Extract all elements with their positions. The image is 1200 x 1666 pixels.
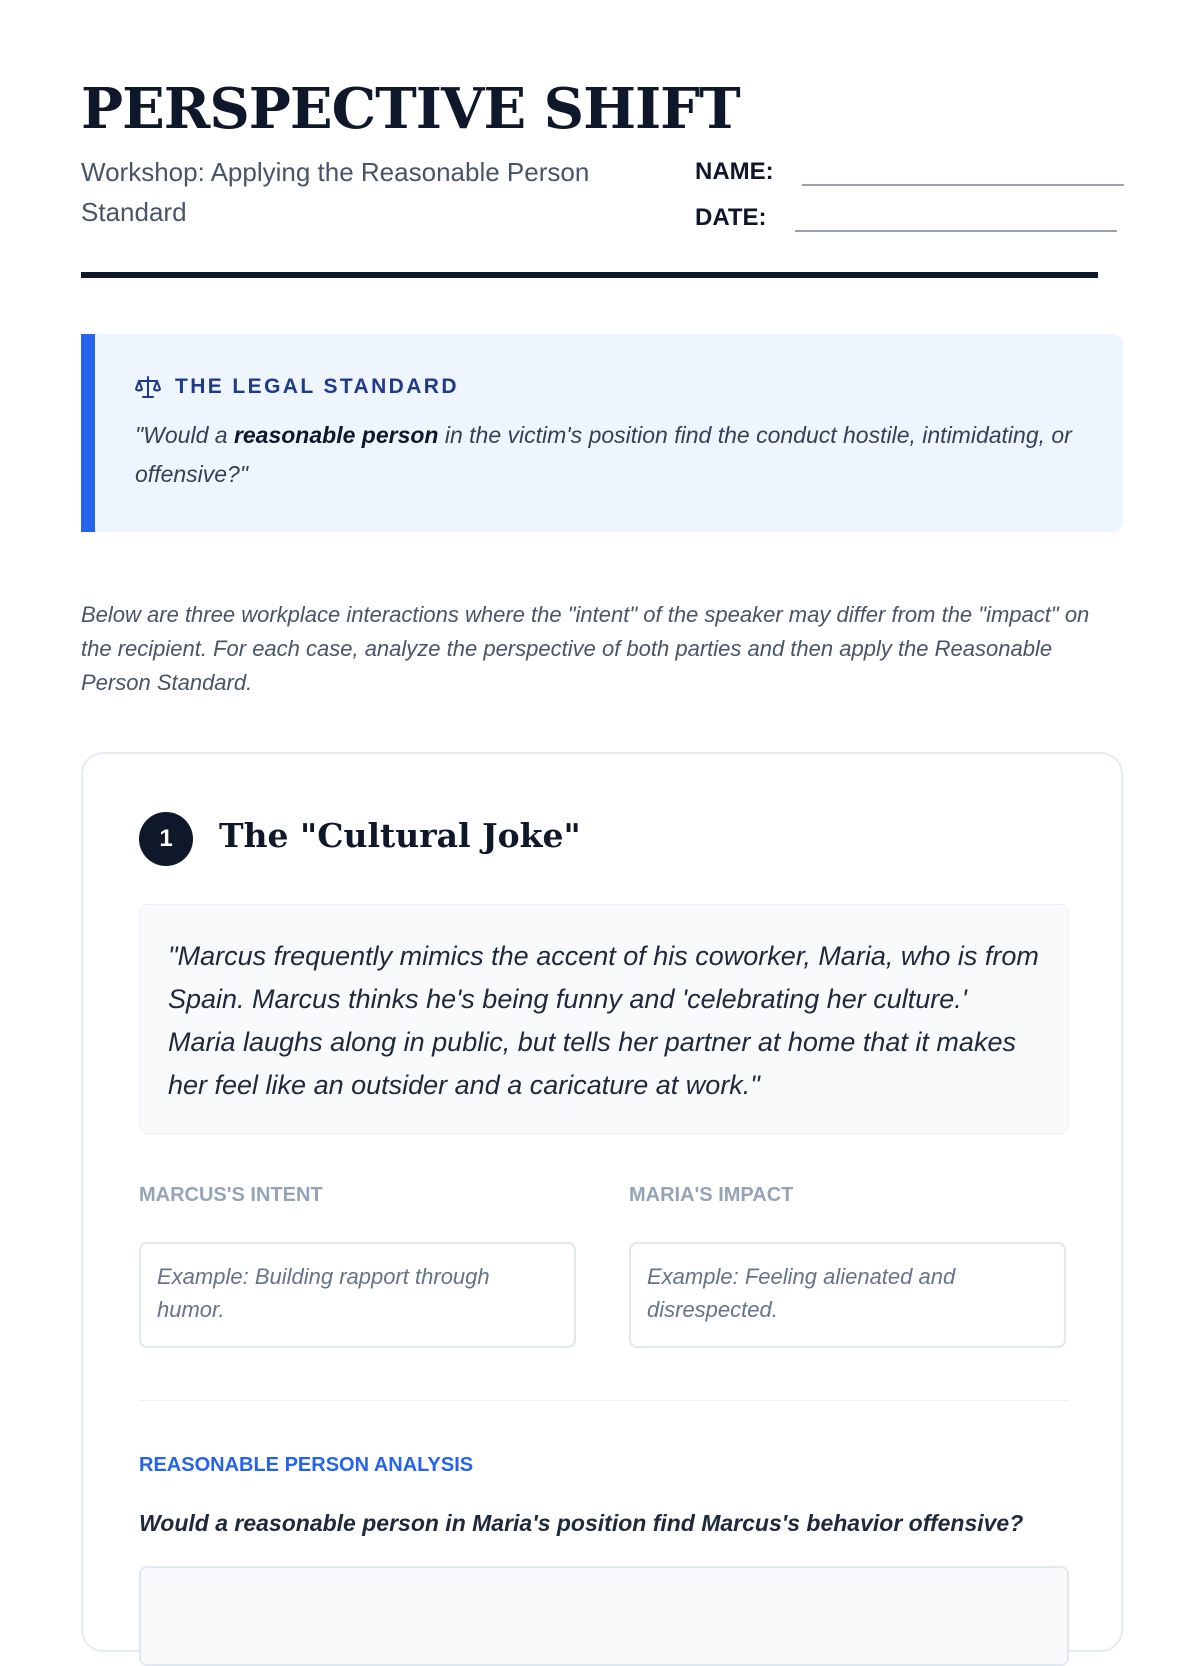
intent-label: MARCUS'S INTENT	[139, 1184, 323, 1206]
case-scenario: "Marcus frequently mimics the accent of his coworker, Maria, who is from Spain. Marcus thinks he's being funny and 'celebrating her culture.' Maria laughs along in public, but tells her partner at home that it makes her feel like an outsider and a caricature at work."	[139, 904, 1069, 1134]
name-field	[695, 156, 1124, 186]
intro-paragraph: Below are three workplace interactions where the "intent" of the speaker may differ from the "impact" on the recipient. For each case, analyze the perspective of both parties and then apply the Reasonable Person Standard.	[81, 602, 1090, 695]
intent-answer-field[interactable]: Example: Building rapport through humor.	[139, 1242, 576, 1348]
case-card	[81, 752, 1123, 1652]
callout-header	[135, 374, 1083, 400]
scale-icon	[135, 374, 161, 400]
case-number-badge: 1	[139, 812, 193, 866]
analysis-question: Would a reasonable person in Maria's position find Marcus's behavior offensive?	[139, 1510, 1024, 1536]
quote-start: "Would a	[135, 422, 234, 448]
callout-title: THE LEGAL STANDARD	[175, 375, 459, 398]
quote-emphasis: reasonable person	[233, 422, 439, 448]
date-input-line[interactable]	[795, 202, 1117, 232]
page-title: PERSPECTIVE SHIFT	[81, 76, 740, 142]
header-divider	[81, 272, 1098, 278]
card-divider	[139, 1400, 1069, 1401]
impact-label: MARIA'S IMPACT	[629, 1184, 794, 1206]
quote-end: in the victim's position find the conduct hostile, intimidating, or offensive?"	[135, 422, 1072, 487]
case-title: The "Cultural Joke"	[219, 816, 581, 855]
date-label: DATE:	[695, 204, 767, 231]
analysis-label: REASONABLE PERSON ANALYSIS	[139, 1454, 474, 1476]
name-label: NAME:	[695, 158, 774, 185]
name-input-line[interactable]	[802, 156, 1124, 186]
impact-answer-field[interactable]: Example: Feeling alienated and disrespected.	[629, 1242, 1066, 1348]
date-field	[695, 202, 1117, 232]
analysis-answer-field[interactable]	[139, 1566, 1069, 1666]
worksheet-header	[81, 0, 1098, 282]
legal-standard-callout	[81, 334, 1123, 532]
legal-standard-quote	[135, 416, 1083, 494]
page-subtitle: Workshop: Applying the Reasonable Person Standard	[81, 157, 590, 227]
